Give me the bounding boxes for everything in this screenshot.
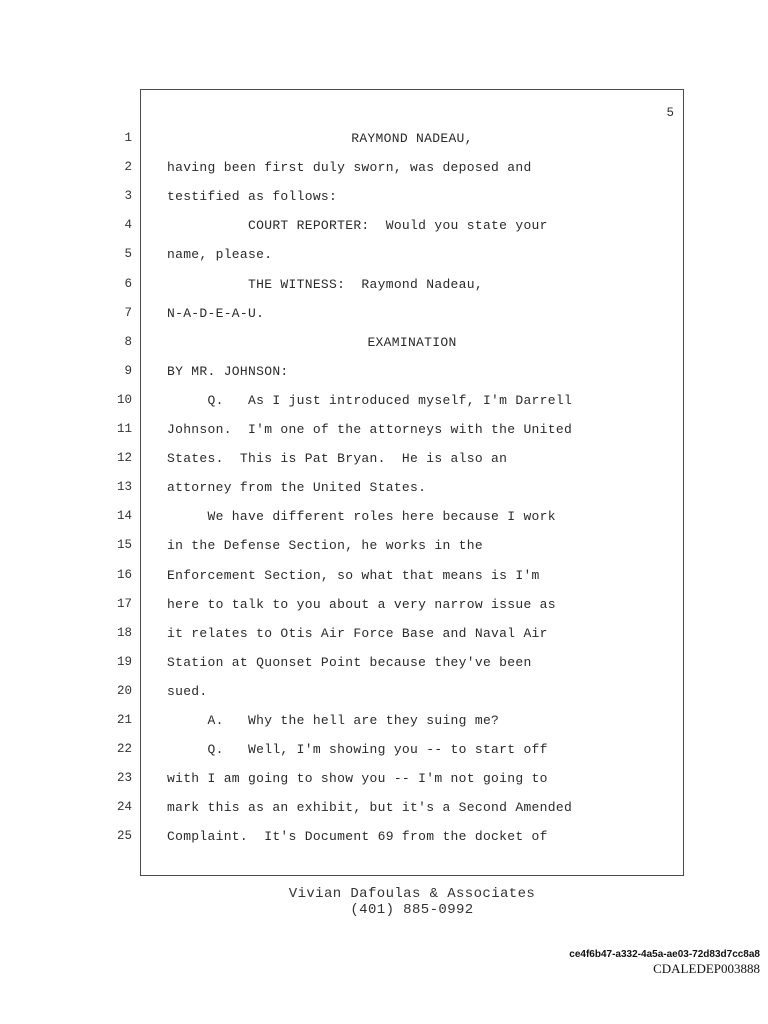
line-number: 8 — [124, 335, 132, 349]
line-number: 4 — [124, 218, 132, 232]
transcript-line-text: attorney from the United States. — [167, 480, 427, 495]
transcript-line-text: Q. Well, I'm showing you -- to start off — [167, 742, 548, 757]
transcript-line-text: with I am going to show you -- I'm not going to — [167, 771, 548, 786]
transcript-line-text: sued. — [167, 684, 208, 699]
page-number: 5 — [666, 106, 674, 120]
court-reporter-name: Vivian Dafoulas & Associates — [288, 886, 536, 902]
transcript-line-text: THE WITNESS: Raymond Nadeau, — [167, 277, 483, 292]
transcript-line-text: Q. As I just introduced myself, I'm Darrell — [167, 393, 573, 408]
line-number: 12 — [116, 451, 132, 465]
transcript-line-text: BY MR. JOHNSON: — [167, 364, 289, 379]
line-number: 21 — [116, 713, 132, 727]
line-number: 22 — [116, 742, 132, 756]
line-number: 9 — [124, 364, 132, 378]
transcript-line-text: States. This is Pat Bryan. He is also an — [167, 451, 508, 466]
line-number: 1 — [124, 131, 132, 145]
line-number: 20 — [116, 684, 132, 698]
document-hash: ce4f6b47-a332-4a5a-ae03-72d83d7cc8a8 — [569, 949, 760, 960]
line-number: 3 — [124, 189, 132, 203]
transcript-line-text: Station at Quonset Point because they've been — [167, 655, 532, 670]
line-number: 6 — [124, 277, 132, 291]
transcript-line-text: RAYMOND NADEAU, — [351, 131, 473, 146]
transcript-line-text: EXAMINATION — [367, 335, 457, 350]
line-number: 10 — [116, 393, 132, 407]
line-number: 13 — [116, 480, 132, 494]
transcript-line-text: A. Why the hell are they suing me? — [167, 713, 500, 728]
line-number: 5 — [124, 247, 132, 261]
transcript-line-text: Johnson. I'm one of the attorneys with the United — [167, 422, 573, 437]
line-number: 24 — [116, 800, 132, 814]
line-number: 18 — [116, 626, 132, 640]
transcript-line-text: COURT REPORTER: Would you state your — [167, 218, 548, 233]
line-number: 25 — [116, 829, 132, 843]
court-reporter-phone: (401) 885-0992 — [350, 902, 474, 918]
transcript-line-text: in the Defense Section, he works in the — [167, 538, 483, 553]
line-number: 23 — [116, 771, 132, 785]
bates-number: CDALEDEP003888 — [653, 961, 760, 976]
line-number: 2 — [124, 160, 132, 174]
transcript-line-text: mark this as an exhibit, but it's a Second Amended — [167, 800, 573, 815]
transcript-line-text: it relates to Otis Air Force Base and Naval Air — [167, 626, 548, 641]
line-number: 7 — [124, 306, 132, 320]
transcript-line-text: having been first duly sworn, was deposed and — [167, 160, 532, 175]
line-number: 11 — [116, 422, 132, 436]
line-number: 16 — [116, 568, 132, 582]
transcript-line-text: N-A-D-E-A-U. — [167, 306, 265, 321]
line-number: 14 — [116, 509, 132, 523]
transcript-line-text: We have different roles here because I work — [167, 509, 556, 524]
transcript-line-text: here to talk to you about a very narrow issue as — [167, 597, 556, 612]
line-number: 17 — [116, 597, 132, 611]
line-number: 15 — [116, 538, 132, 552]
line-number: 19 — [116, 655, 132, 669]
transcript-line-text: name, please. — [167, 247, 273, 262]
transcript-line-text: Complaint. It's Document 69 from the docket of — [167, 829, 548, 844]
transcript-line-text: testified as follows: — [167, 189, 338, 204]
transcript-line-text: Enforcement Section, so what that means is I'm — [167, 568, 540, 583]
